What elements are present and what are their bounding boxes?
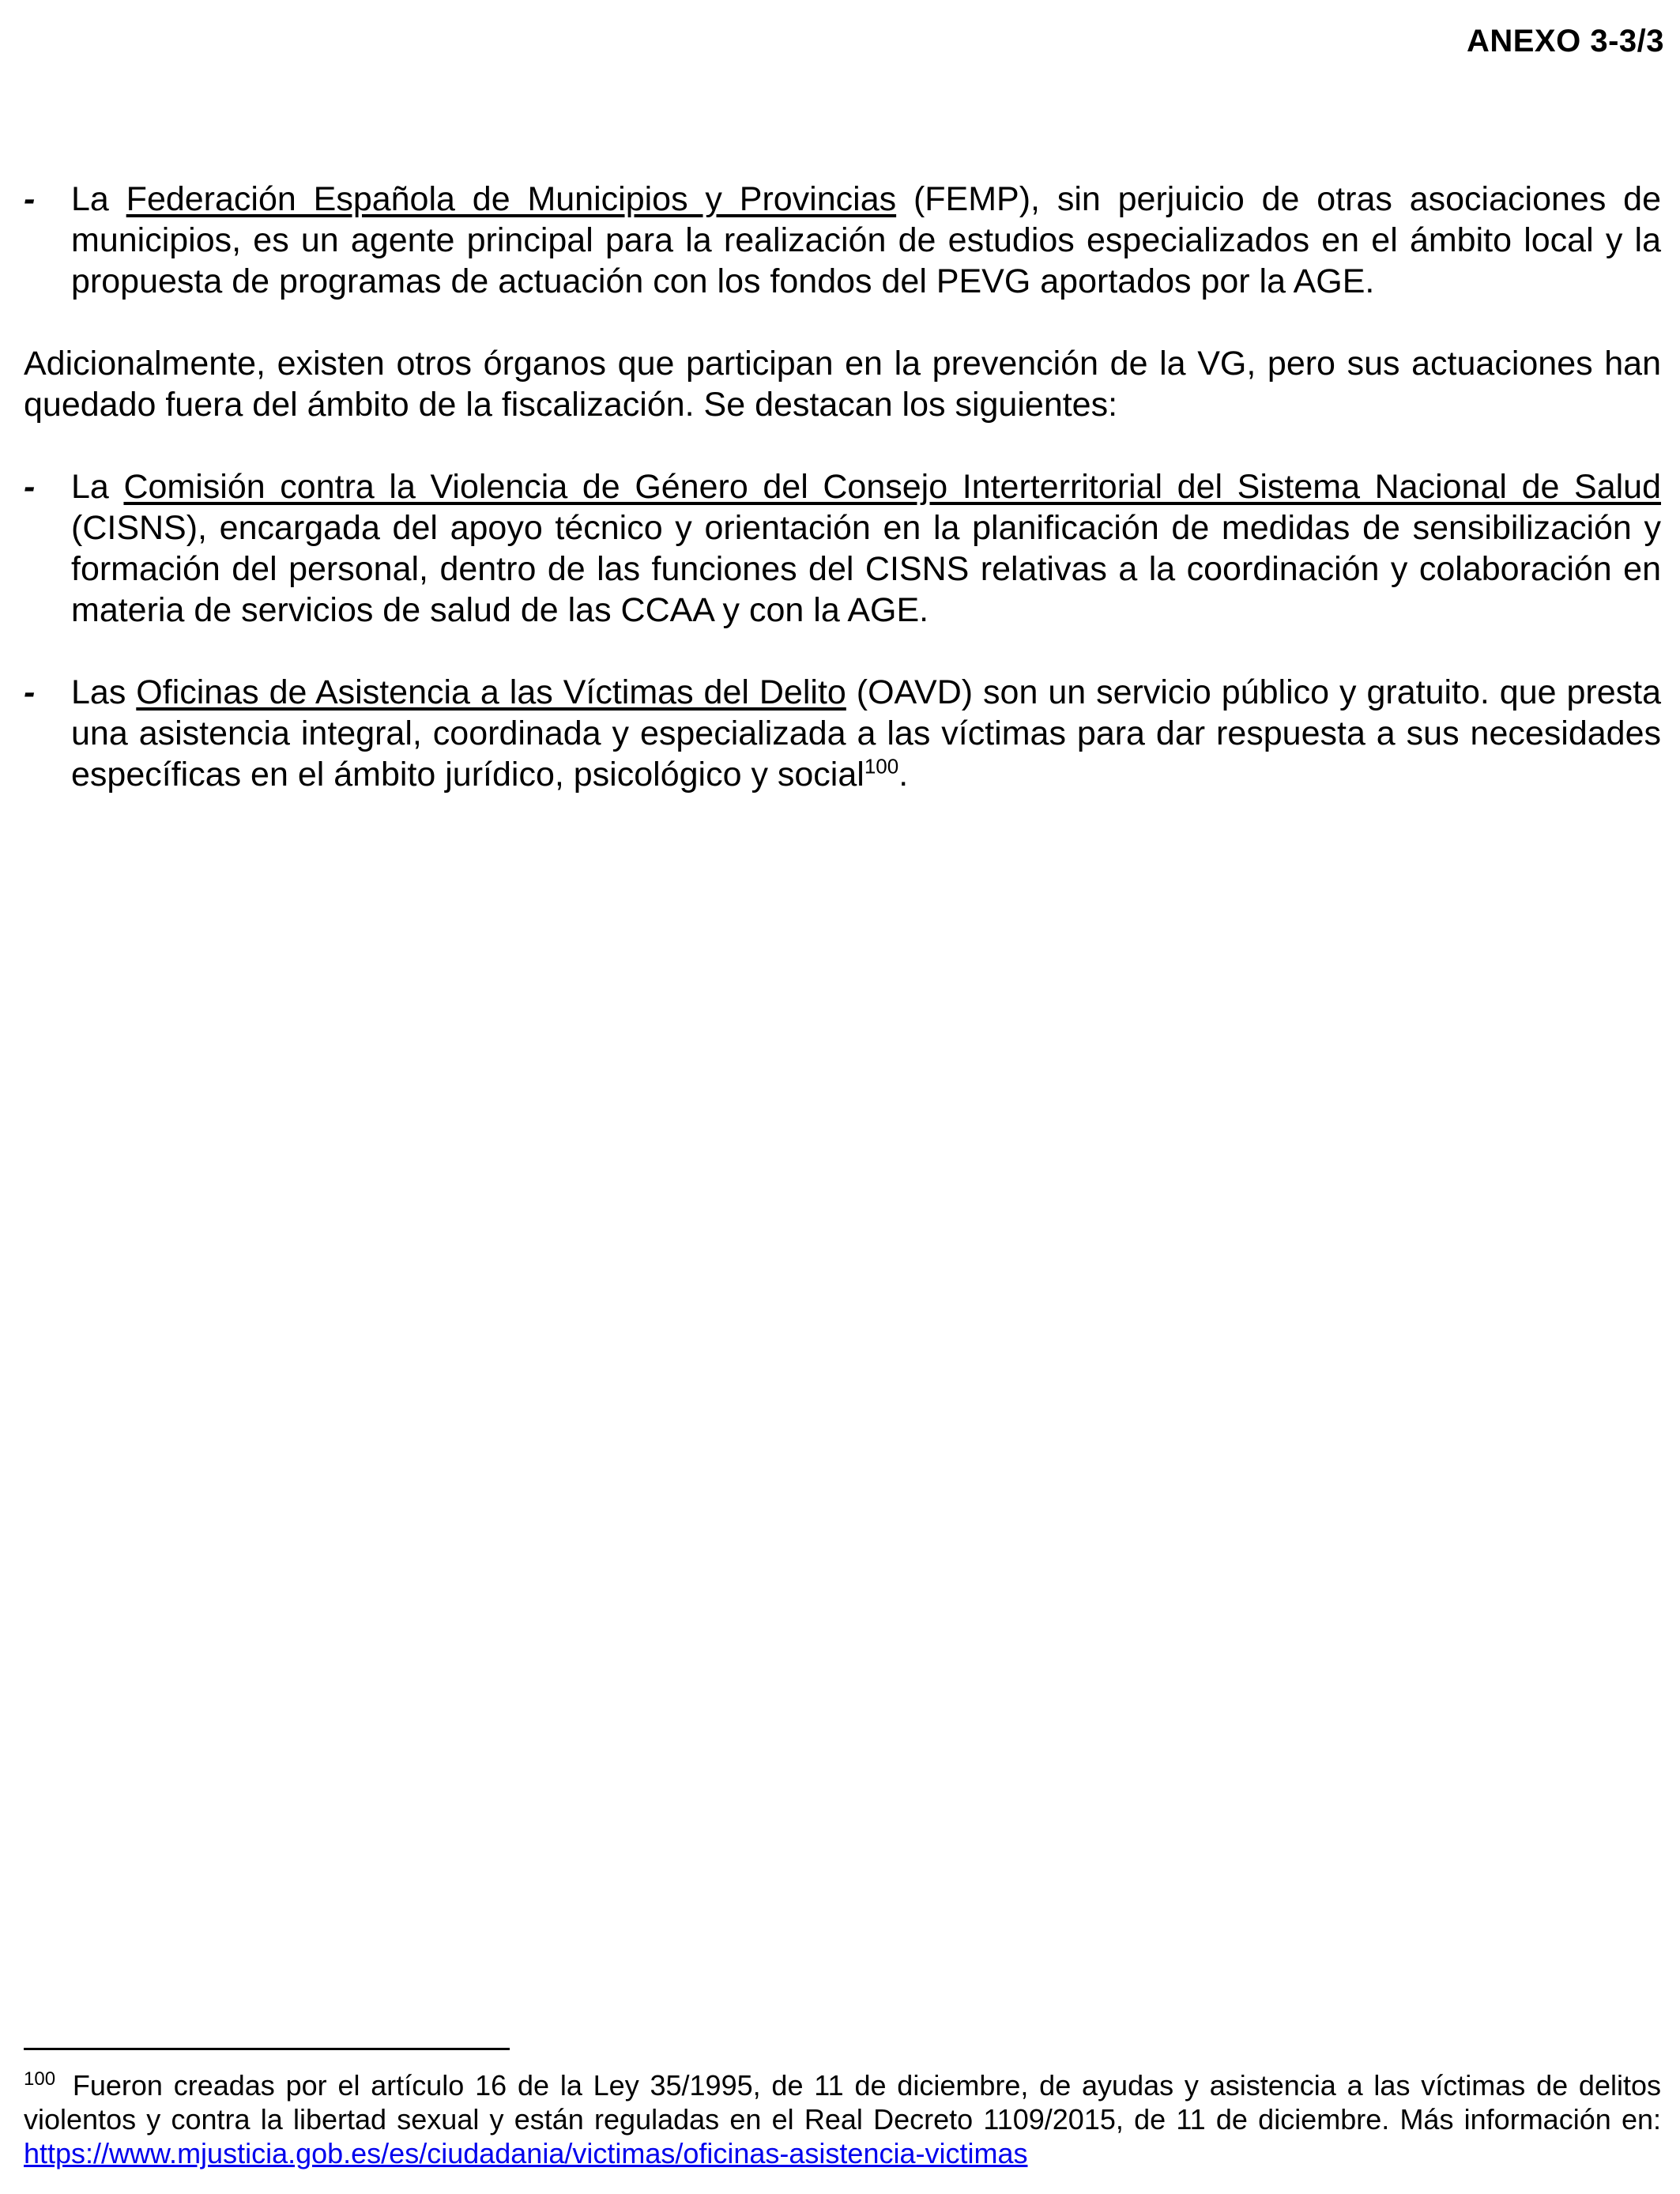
item-intro: La bbox=[71, 180, 126, 218]
footnote bbox=[24, 2068, 1661, 2170]
entity-name-femp: Federación Española de Municipios y Provincias bbox=[126, 180, 897, 218]
bullet-dash: - bbox=[24, 673, 36, 711]
item-text: (FEMP), sin perjuicio de otras asociaciones de municipios, es un agente principal para la realización de estudios especializados en el ámbito local y la propuesta de programas de actuación con los fondos del PEVG aportados por la AGE. bbox=[71, 180, 1661, 300]
entity-name-cisns: Comisión contra la Violencia de Género del Consejo Interterritorial del Sistema Nacional de Salud bbox=[123, 468, 1661, 506]
item-text: (CISNS), encargada del apoyo técnico y orientación en la planificación de medidas de sensibilización y formación del personal, dentro de las funciones del CISNS relativas a la coordinación y colaboración en materia de servicios de salud de las CCAA y con la AGE. bbox=[71, 509, 1661, 629]
bullet-dash: - bbox=[24, 468, 36, 506]
intro-paragraph: Adicionalmente, existen otros órganos que participan en la prevención de la VG, pero sus actuaciones han quedado fuera del ámbito de la fiscalización. Se destacan los siguientes: bbox=[24, 345, 1661, 424]
footnote-separator bbox=[24, 2048, 510, 2050]
item-text: (OAVD) son un servicio público y gratuito. que presta una asistencia integral, coordinada y especializada a las víctimas para dar respuesta a sus necesidades específicas en el ámbito jurídico, psicológico y social bbox=[71, 673, 1662, 794]
document-body bbox=[24, 179, 1661, 836]
list-item-cisns bbox=[24, 466, 1661, 631]
entity-name-oavd: Oficinas de Asistencia a las Víctimas del Delito bbox=[136, 673, 846, 711]
list-item-femp bbox=[24, 179, 1661, 302]
item-intro: La bbox=[71, 468, 124, 506]
item-end: . bbox=[898, 756, 909, 794]
footnote-number: 100 bbox=[24, 2068, 56, 2090]
footnote-reference[interactable]: 100 bbox=[864, 754, 899, 778]
footnote-link[interactable]: https://www.mjusticia.gob.es/es/ciudadania/victimas/oficinas-asistencia-victimas bbox=[24, 2137, 1028, 2169]
item-intro: Las bbox=[71, 673, 137, 711]
bullet-dash: - bbox=[24, 180, 36, 218]
annex-label: ANEXO 3-3/3 bbox=[1466, 24, 1664, 58]
footnote-text: Fueron creadas por el artículo 16 de la Ley 35/1995, de 11 de diciembre, de ayudas y asistencia a las víctimas de delitos violentos y contra la libertad sexual y están reguladas en el Real Decreto 1109/2015, de 11 de diciembre. Más información en: bbox=[24, 2069, 1661, 2136]
list-item-oavd bbox=[24, 672, 1661, 795]
